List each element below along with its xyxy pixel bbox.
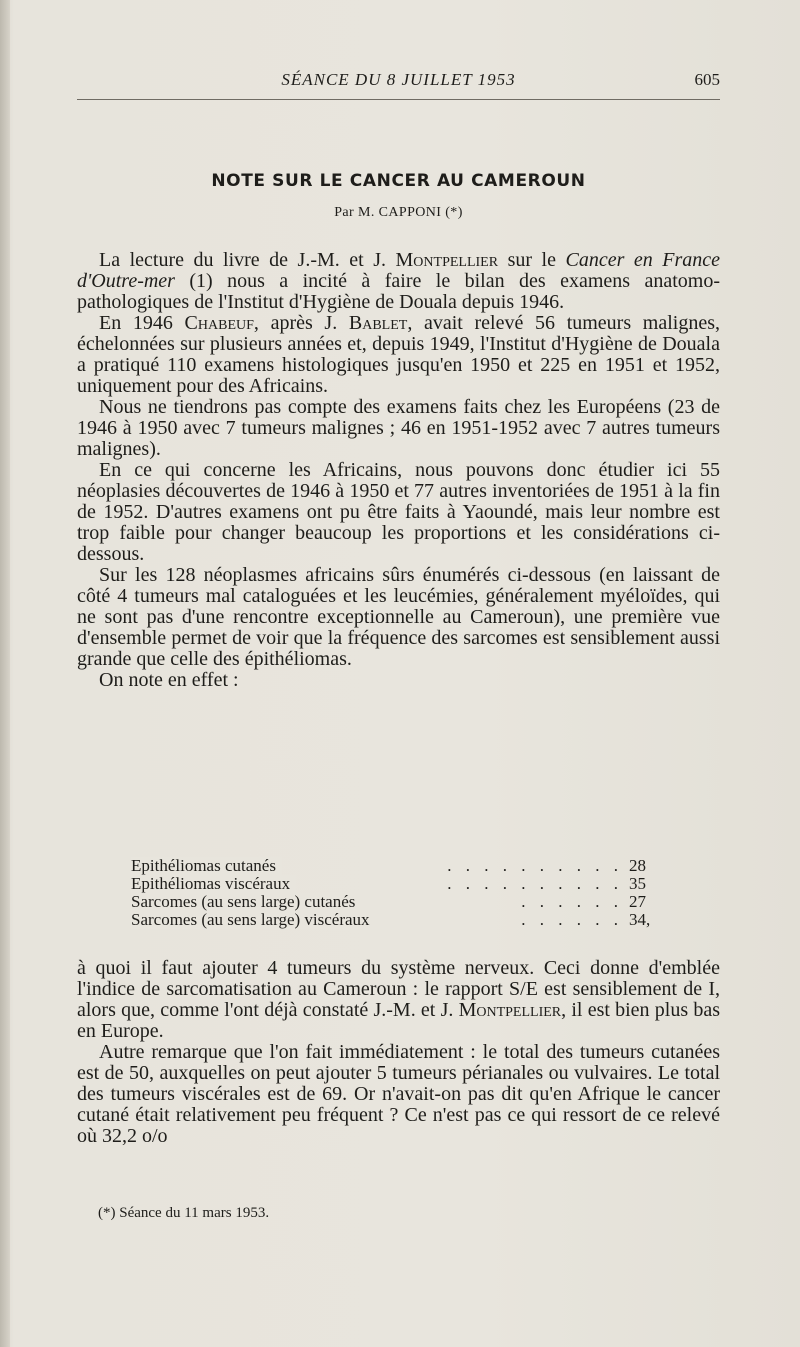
author-name: Chabeuf xyxy=(184,312,254,334)
text-run: , il est bien plus bas en Europe. xyxy=(77,999,720,1042)
row-value: 35 xyxy=(629,874,646,893)
article-body xyxy=(77,250,720,691)
running-head xyxy=(77,70,720,96)
author-name: Montpellier xyxy=(458,999,562,1021)
text-run: (1) nous a incité à faire le bilan des examens anatomo-pathologiques de l'Institut d'Hygiène de Douala depuis 1946. xyxy=(77,270,720,313)
paragraph-7 xyxy=(77,958,720,1042)
page-binding-shadow xyxy=(0,0,10,1347)
leader-dots: . . . . . . xyxy=(521,893,623,911)
article-body-continued xyxy=(77,958,720,1147)
table-row xyxy=(131,893,659,911)
row-value: 28 xyxy=(629,856,646,875)
book-title: Cancer en France d'Outre-mer xyxy=(77,249,721,292)
table-row xyxy=(131,911,659,929)
text-run: à quoi il faut ajouter 4 tumeurs du système nerveux. Ceci donne d'emblée l'indice de sarcomatisation au Cameroun : le rapport S/E est sensiblement de I, alors que, comme l'ont déjà constaté J.-M. et J. xyxy=(77,957,720,1021)
text-run: En 1946 xyxy=(99,312,185,334)
row-label: Sarcomes (au sens large) cutanés xyxy=(131,893,361,911)
row-label: Sarcomes (au sens large) viscéraux xyxy=(131,911,376,929)
row-value: 34, xyxy=(629,910,651,929)
leader-dots: . . . . . . . . . . xyxy=(447,857,623,875)
leader-dots: . . . . . . . . . . xyxy=(447,875,623,893)
paragraph-8: Autre remarque que l'on fait immédiatement : le total des tumeurs cutanées est de 50, auxquelles on peut ajouter 5 tumeurs périanales ou vulvaires. Le total des tumeurs viscérales est de 69. Or n'avait-on pas dit qu'en Afrique le cancer cutané était relativement peu fréquent ? Ce n'est pas ce qui ressort de ce relevé où 32,2 o/o xyxy=(77,1041,720,1147)
footnote: (*) Séance du 11 mars 1953. xyxy=(98,1205,270,1221)
leader-dots: . . . . . . xyxy=(521,911,623,929)
paragraph-2 xyxy=(77,313,720,397)
text-run: , après J. xyxy=(253,312,349,334)
paragraph-6: On note en effet : xyxy=(99,669,239,691)
table-row xyxy=(131,875,659,893)
row-value: 27 xyxy=(629,892,646,911)
text-run: sur le xyxy=(498,249,566,271)
page-number: 605 xyxy=(694,70,720,89)
author-name: Montpellier xyxy=(395,249,499,271)
paragraph-1 xyxy=(77,250,720,313)
paragraph-4: En ce qui concerne les Africains, nous pouvons donc étudier ici 55 néoplasies découvertes de 1946 à 1950 et 77 autres inventoriées de 1951 à la fin de 1952. D'autres examens ont pu être faits à Yaoundé, mais leur nombre est trop faible pour changer beaucoup les proportions et les considérations ci-dessous. xyxy=(77,459,720,565)
text-run: La lecture du livre de J.-M. et J. xyxy=(99,249,396,271)
tumor-table xyxy=(131,857,659,929)
paragraph-3: Nous ne tiendrons pas compte des examens faits chez les Européens (23 de 1946 à 1950 avec 7 tumeurs malignes ; 46 en 1951-1952 avec 7 autres tumeurs malignes). xyxy=(77,396,720,460)
paragraph-5: Sur les 128 néoplasmes africains sûrs énumérés ci-dessous (en laissant de côté 4 tumeurs mal cataloguées et les leucémies, généralement myéloïdes, qui ne sont pas d'une rencontre exceptionnelle au Cameroun), une première vue d'ensemble permet de voir que la fréquence des sarcomes est sensiblement aussi grande que celle des épithéliomas. xyxy=(77,564,720,670)
text-run: , avait relevé 56 tumeurs malignes, échelonnées sur plusieurs années et, depuis 1949, l'Institut d'Hygiène de Douala a pratiqué 110 examens histologiques jusqu'en 1950 et 225 en 1951 et 1952, uniquement pour des Africains. xyxy=(77,312,720,397)
article-title: NOTE SUR LE CANCER AU CAMEROUN xyxy=(211,171,586,191)
row-label: Epithéliomas cutanés xyxy=(131,857,282,875)
byline: Par M. CAPPONI (*) xyxy=(334,205,463,220)
header-rule xyxy=(77,99,720,100)
table-row xyxy=(131,857,659,875)
running-head-title: SÉANCE DU 8 JUILLET 1953 xyxy=(281,70,516,89)
row-label: Epithéliomas viscéraux xyxy=(131,875,296,893)
author-name: Bablet xyxy=(348,312,408,334)
